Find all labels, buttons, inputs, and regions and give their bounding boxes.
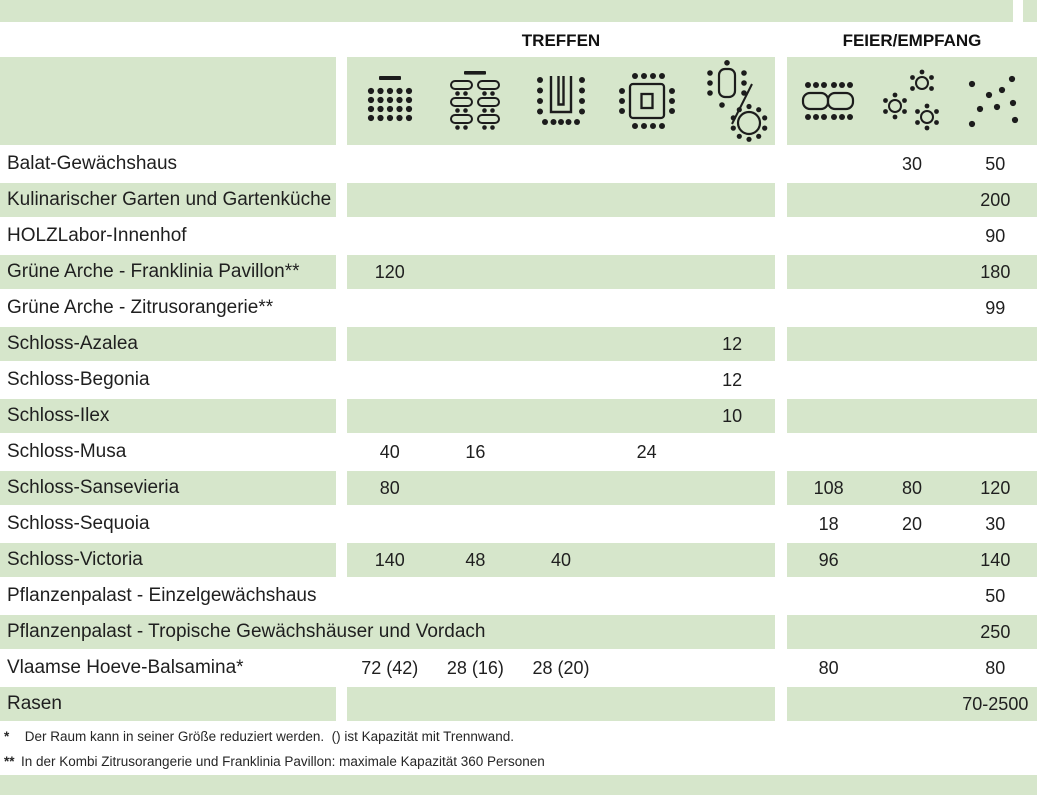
table-row [0,651,1037,685]
venue-name-cell: Pflanzenpalast - Einzelgewächshaus [7,585,317,606]
capacity-cell: 16 [465,442,486,462]
capacity-cell [787,291,870,325]
footnote-text: In der Kombi Zitrusorangerie und Franklinia Pavillon: maximale Kapazität 360 Personen [21,754,545,769]
capacity-cell [604,471,690,505]
capacity-cell: 50 [985,154,1006,174]
capacity-cell [787,363,870,397]
capacity-cell [604,255,690,289]
capacity-cell [433,363,519,397]
capacity-cell: 140 [374,550,405,570]
table-row [0,507,1037,541]
capacity-cell: 80 [818,658,839,678]
capacity-cell [870,543,953,577]
capacity-cell: 12 [722,370,743,390]
capacity-cell: 28 (16) [446,658,504,678]
capacity-cell [870,255,953,289]
capacity-cell [518,507,604,541]
capacity-cell [954,399,1037,433]
table-row [0,579,1037,613]
venue-name-cell: Schloss-Begonia [7,369,150,390]
capacity-cell [518,147,604,181]
capacity-cell [604,291,690,325]
capacity-cell [518,183,604,217]
table-row [0,615,1037,649]
capacity-cell [347,183,433,217]
capacity-cell [433,255,519,289]
venue-name-cell: Vlaamse Hoeve-Balsamina* [7,657,244,678]
capacity-cell: 250 [980,622,1011,642]
capacity-cell [347,399,433,433]
capacity-cell [347,363,433,397]
theater-seating-icon [347,57,433,145]
capacity-cell [433,579,519,613]
feier-empfang-header: FEIER/EMPFANG [842,31,982,50]
u-shape-seating-icon [518,57,604,145]
venue-name-cell: HOLZLabor-Innenhof [7,225,187,246]
capacity-cell [518,327,604,361]
table-row [0,183,1037,217]
capacity-cell [787,435,870,469]
capacity-cell [689,219,775,253]
capacity-cell: 120 [374,262,405,282]
seating-icon-header-row [0,57,1037,145]
capacity-cell [870,579,953,613]
capacity-cell: 72 (42) [361,658,419,678]
capacity-cell [518,363,604,397]
capacity-cell: 80 [379,478,400,498]
capacity-cell: 99 [985,298,1006,318]
banquet-tables-icon [787,57,870,145]
table-row [0,687,1037,721]
capacity-cell [518,579,604,613]
capacity-cell [870,651,953,685]
capacity-cell [347,327,433,361]
venue-name-cell: Schloss-Sequoia [7,513,150,534]
capacity-cell [954,435,1037,469]
table-row [0,471,1037,505]
capacity-cell [604,543,690,577]
capacity-cell [954,363,1037,397]
footnote-marker: ** [4,754,15,769]
capacity-cell [433,183,519,217]
table-body [0,147,1037,723]
venue-name-cell: Schloss-Musa [7,441,127,462]
footnote-double-asterisk [4,749,1004,774]
classroom-seating-icon [433,57,519,145]
capacity-cell [689,255,775,289]
capacity-cell: 10 [722,406,743,426]
capacity-cell [604,579,690,613]
top-band-notch [1013,0,1023,22]
capacity-cell [787,615,870,649]
feier-icon-block [787,57,1037,145]
capacity-cell [433,219,519,253]
capacity-cell [870,363,953,397]
table-row [0,327,1037,361]
venue-name-cell: Pflanzenpalast - Tropische Gewächshäuser und Vordach [0,615,775,649]
capacity-cell: 30 [901,154,922,174]
column-group-headers [0,22,1037,57]
capacity-cell [347,579,433,613]
footnote-single-asterisk [4,724,1004,749]
capacity-cell [954,327,1037,361]
capacity-cell: 20 [901,514,922,534]
capacity-cell: 70-2500 [962,694,1029,714]
venue-name-cell: Schloss-Victoria [0,543,336,577]
venue-name-cell: Grüne Arche - Franklinia Pavillon** [0,255,336,289]
capacity-cell: 12 [722,334,743,354]
capacity-cell [604,183,690,217]
capacity-cell: 200 [980,190,1011,210]
capacity-cell [787,255,870,289]
capacity-cell [433,147,519,181]
capacity-cell: 96 [818,550,839,570]
capacity-cell: 48 [465,550,486,570]
footnotes [4,724,1004,774]
capacity-cell: 40 [379,442,400,462]
capacity-cell [604,327,690,361]
hollow-square-boardroom-icon [604,57,690,145]
capacity-cell [689,435,775,469]
capacity-cell: 180 [980,262,1011,282]
capacity-cell [347,147,433,181]
capacity-cell [689,507,775,541]
capacity-cell [870,291,953,325]
capacity-cell [689,687,775,721]
capacity-cell [787,183,870,217]
capacity-cell [604,687,690,721]
capacity-cell [787,399,870,433]
capacity-cell: 28 (20) [532,658,590,678]
capacity-cell [518,255,604,289]
capacity-cell [787,579,870,613]
table-row [0,363,1037,397]
capacity-cell [347,507,433,541]
icon-row-label-spacer [0,57,336,145]
capacity-cell [689,183,775,217]
capacity-cell [518,687,604,721]
capacity-cell [433,507,519,541]
capacity-cell [518,435,604,469]
capacity-cell: 120 [980,478,1011,498]
capacity-cell: 18 [818,514,839,534]
venue-name-cell: Schloss-Sansevieria [0,471,336,505]
table-row [0,291,1037,325]
capacity-cell [604,507,690,541]
capacity-cell [689,651,775,685]
top-green-band [0,0,1037,22]
capacity-cell [433,687,519,721]
capacity-cell: 80 [901,478,922,498]
capacity-cell [870,399,953,433]
capacity-cell: 80 [985,658,1006,678]
capacity-cell [787,147,870,181]
capacity-cell [433,471,519,505]
capacity-cell [518,219,604,253]
capacity-cell [347,687,433,721]
capacity-cell [689,147,775,181]
capacity-cell [604,147,690,181]
capacity-cell [870,219,953,253]
footnote-text: Der Raum kann in seiner Größe reduziert werden. () ist Kapazität mit Trennwand. [21,729,514,744]
table-row [0,219,1037,253]
capacity-cell: 90 [985,226,1006,246]
capacity-cell [433,291,519,325]
capacity-cell [787,219,870,253]
capacity-cell [518,399,604,433]
capacity-cell: 50 [985,586,1006,606]
capacity-cell [347,291,433,325]
capacity-cell [870,183,953,217]
capacity-cell: 108 [813,478,844,498]
capacity-cell [870,687,953,721]
capacity-cell [347,219,433,253]
capacity-cell [689,291,775,325]
venue-name-cell: Kulinarischer Garten und Gartenküche [0,183,336,217]
table-row [0,147,1037,181]
capacity-cell [604,399,690,433]
capacity-cell [433,399,519,433]
capacity-cell [870,327,953,361]
capacity-cell [604,363,690,397]
capacity-cell: 40 [550,550,571,570]
capacity-cell [518,291,604,325]
capacity-cell: 30 [985,514,1006,534]
capacity-cell [604,651,690,685]
capacity-cell [689,579,775,613]
venue-name-cell: Schloss-Ilex [0,399,336,433]
bottom-green-band [0,775,1037,795]
standing-reception-icon [954,57,1037,145]
cocktail-tables-icon [870,57,953,145]
table-row [0,543,1037,577]
treffen-icon-block [347,57,775,145]
venue-name-cell: Schloss-Azalea [0,327,336,361]
capacity-cell [870,435,953,469]
capacity-cell [689,543,775,577]
venue-name-cell: Balat-Gewächshaus [7,153,178,174]
capacity-cell [433,327,519,361]
footnote-marker: * [4,729,10,744]
capacity-cell [689,471,775,505]
boardroom-or-banquet-round-icon [689,57,775,145]
venue-name-cell: Grüne Arche - Zitrusorangerie** [7,297,274,318]
capacity-cell [787,327,870,361]
capacity-cell: 140 [980,550,1011,570]
table-row [0,435,1037,469]
capacity-cell: 24 [636,442,657,462]
venue-name-cell: Rasen [0,687,336,721]
treffen-header: TREFFEN [521,31,601,50]
table-row [0,255,1037,289]
table-row [0,399,1037,433]
capacity-cell [518,471,604,505]
capacity-cell [604,219,690,253]
capacity-cell [787,687,870,721]
capacity-cell [870,615,953,649]
